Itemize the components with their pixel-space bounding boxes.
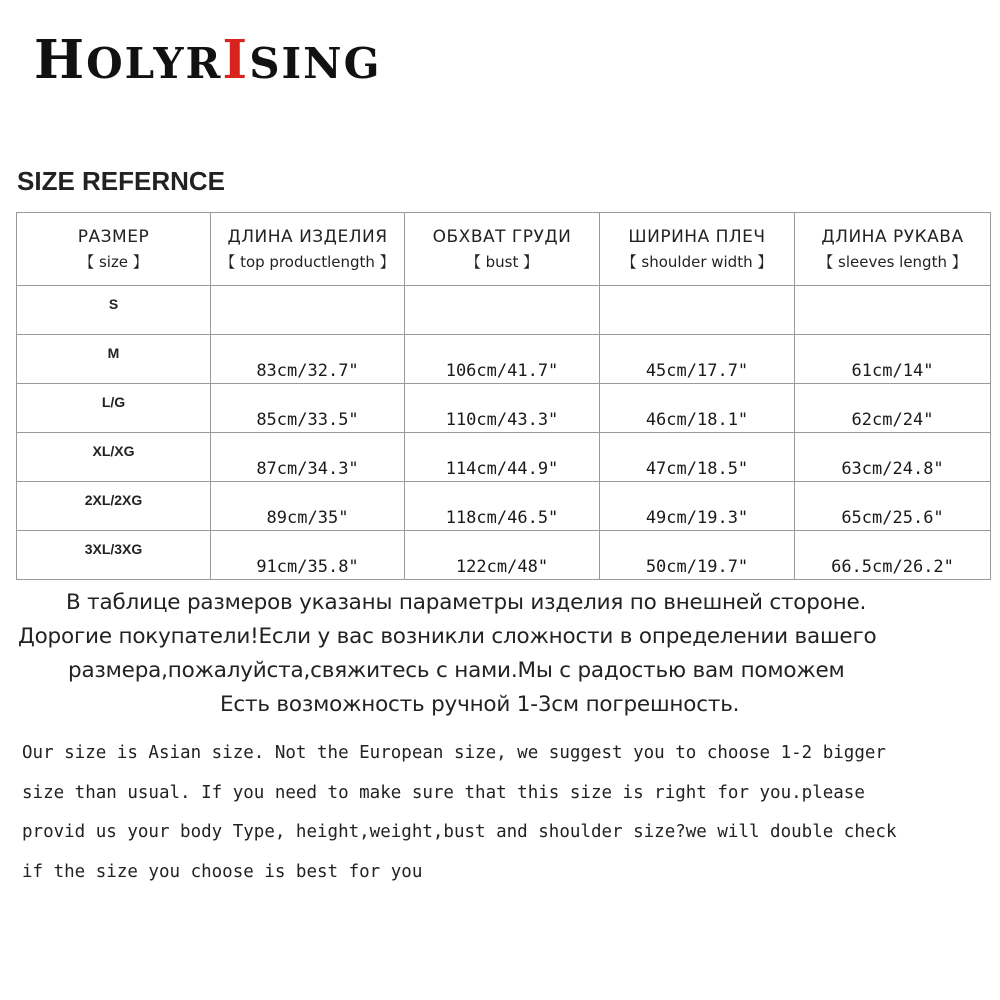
notes-en-line: size than usual. If you need to make sure that this size is right for you.please [22, 782, 865, 803]
header-length-ru: ДЛИНА ИЗДЕЛИЯ [227, 227, 388, 247]
brand-logo [34, 29, 382, 91]
logo-letter-i: I [222, 29, 250, 91]
size-table [16, 212, 991, 580]
notes-ru-line: В таблице размеров указаны параметры изделия по внешней стороне. [66, 590, 867, 615]
header-size-en: 【 size 】 [79, 253, 148, 271]
cell-length: 91cm/35.8" [211, 531, 405, 580]
cell-bust: 122cm/48" [405, 531, 600, 580]
table-row [17, 482, 991, 531]
cell-size: L/G [17, 384, 211, 433]
header-sleeve-ru: ДЛИНА РУКАВА [821, 227, 964, 247]
cell-shoulder [600, 286, 795, 335]
notes-ru-line: Есть возможность ручной 1-3см погрешность. [220, 692, 740, 717]
cell-length [211, 286, 405, 335]
cell-length: 85cm/33.5" [211, 384, 405, 433]
header-shoulder-en: 【 shoulder width 】 [621, 253, 773, 271]
header-length [211, 213, 405, 286]
table-row [17, 433, 991, 482]
notes-english [22, 734, 992, 892]
notes-en-line: Our size is Asian size. Not the European size, we suggest you to choose 1-2 bigger [22, 743, 886, 763]
header-sleeve [795, 213, 991, 286]
table-row [17, 335, 991, 384]
header-sleeve-en: 【 sleeves length 】 [818, 253, 967, 271]
cell-length: 87cm/34.3" [211, 433, 405, 482]
cell-sleeve [795, 286, 991, 335]
size-reference-heading: SIZE REFERNCE [17, 166, 226, 196]
header-size [17, 213, 211, 286]
notes-ru-line: Дорогие покупатели!Если у вас возникли сложности в определении вашего [18, 624, 877, 649]
cell-sleeve: 66.5cm/26.2" [795, 531, 991, 580]
header-shoulder [600, 213, 795, 286]
cell-sleeve: 62cm/24" [795, 384, 991, 433]
cell-bust: 118cm/46.5" [405, 482, 600, 531]
cell-bust [405, 286, 600, 335]
table-row [17, 384, 991, 433]
table-header-row [17, 213, 991, 286]
cell-size: S [17, 286, 211, 335]
cell-sleeve: 61cm/14" [795, 335, 991, 384]
notes-en-line: provid us your body Type, height,weight,bust and shoulder size?we will double check [22, 822, 897, 842]
cell-bust: 110cm/43.3" [405, 384, 600, 433]
header-bust-ru: ОБХВАТ ГРУДИ [432, 227, 572, 247]
cell-bust: 106cm/41.7" [405, 335, 600, 384]
cell-size: XL/XG [17, 433, 211, 482]
cell-sleeve: 63cm/24.8" [795, 433, 991, 482]
cell-shoulder: 50cm/19.7" [600, 531, 795, 580]
cell-shoulder: 49cm/19.3" [600, 482, 795, 531]
logo-text-olyr: OLYR [86, 39, 223, 88]
cell-length: 89cm/35" [211, 482, 405, 531]
cell-sleeve: 65cm/25.6" [795, 482, 991, 531]
cell-length: 83cm/32.7" [211, 335, 405, 384]
cell-shoulder: 47cm/18.5" [600, 433, 795, 482]
header-bust [405, 213, 600, 286]
table-row [17, 286, 991, 335]
header-bust-en: 【 bust 】 [465, 253, 539, 271]
logo-text-sing: SING [249, 39, 382, 88]
cell-shoulder: 46cm/18.1" [600, 384, 795, 433]
cell-size: 2XL/2XG [17, 482, 211, 531]
header-shoulder-ru: ШИРИНА ПЛЕЧ [628, 227, 766, 247]
cell-shoulder: 45cm/17.7" [600, 335, 795, 384]
cell-bust: 114cm/44.9" [405, 433, 600, 482]
logo-letter-h: H [34, 29, 87, 91]
notes-russian [0, 586, 1000, 722]
table-row [17, 531, 991, 580]
header-size-ru: РАЗМЕР [77, 227, 150, 247]
cell-size: 3XL/3XG [17, 531, 211, 580]
notes-ru-line: размера,пожалуйста,свяжитесь с нами.Мы с радостью вам поможем [68, 658, 845, 683]
header-length-en: 【 top productlength 】 [220, 253, 395, 271]
notes-en-line: if the size you choose is best for you [22, 861, 423, 882]
cell-size: M [17, 335, 211, 384]
